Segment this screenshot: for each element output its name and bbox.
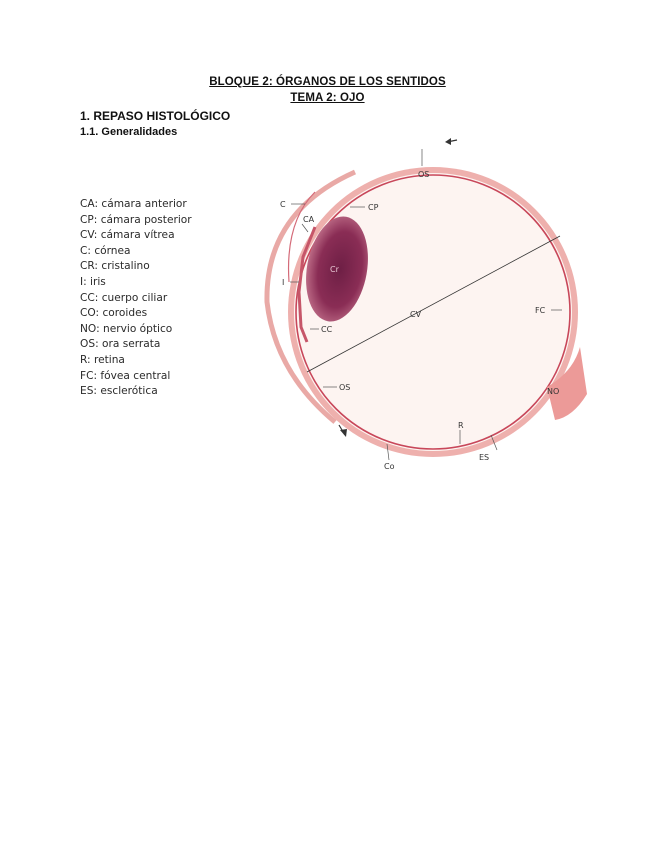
label-cr: Cr bbox=[330, 265, 339, 274]
section-subheading: 1.1. Generalidades bbox=[80, 126, 178, 138]
legend-item: CA: cámara anterior bbox=[80, 198, 187, 210]
legend-item: CC: cuerpo ciliar bbox=[80, 291, 168, 304]
label-cv: CV bbox=[410, 310, 422, 319]
legend-item: CV: cámara vítrea bbox=[80, 229, 175, 242]
label-es: ES bbox=[479, 453, 490, 462]
legend-item: NO: nervio óptico bbox=[80, 322, 173, 335]
block-title: BLOQUE 2: ÓRGANOS DE LOS SENTIDOS bbox=[209, 76, 446, 88]
abbreviation-legend bbox=[80, 197, 192, 400]
label-cc: CC bbox=[321, 325, 333, 334]
label-i: I bbox=[282, 278, 285, 287]
label-cp: CP bbox=[368, 203, 379, 212]
legend-item: CP: cámara posterior bbox=[80, 213, 192, 226]
legend-item: ES: esclerótica bbox=[80, 385, 158, 398]
topic-title: TEMA 2: OJO bbox=[290, 92, 365, 104]
label-c: C bbox=[280, 200, 286, 209]
legend-item: R: retina bbox=[80, 353, 125, 366]
legend-item: OS: ora serrata bbox=[80, 338, 161, 351]
label-r: R bbox=[458, 421, 464, 430]
section-heading: 1. REPASO HISTOLÓGICO bbox=[80, 109, 231, 123]
label-ca: CA bbox=[303, 215, 315, 224]
legend-item: FC: fóvea central bbox=[80, 369, 171, 382]
legend-item: C: córnea bbox=[80, 244, 131, 257]
label-fc: FC bbox=[535, 306, 546, 315]
legend-item: I: iris bbox=[80, 275, 106, 288]
label-os-bottom: OS bbox=[339, 383, 351, 392]
label-no: NO bbox=[547, 387, 560, 396]
legend-item: CR: cristalino bbox=[80, 260, 150, 273]
label-co: Co bbox=[384, 462, 395, 471]
eye-diagram bbox=[255, 132, 595, 477]
label-os-top: OS bbox=[418, 170, 430, 179]
legend-item: CO: coroides bbox=[80, 307, 148, 320]
